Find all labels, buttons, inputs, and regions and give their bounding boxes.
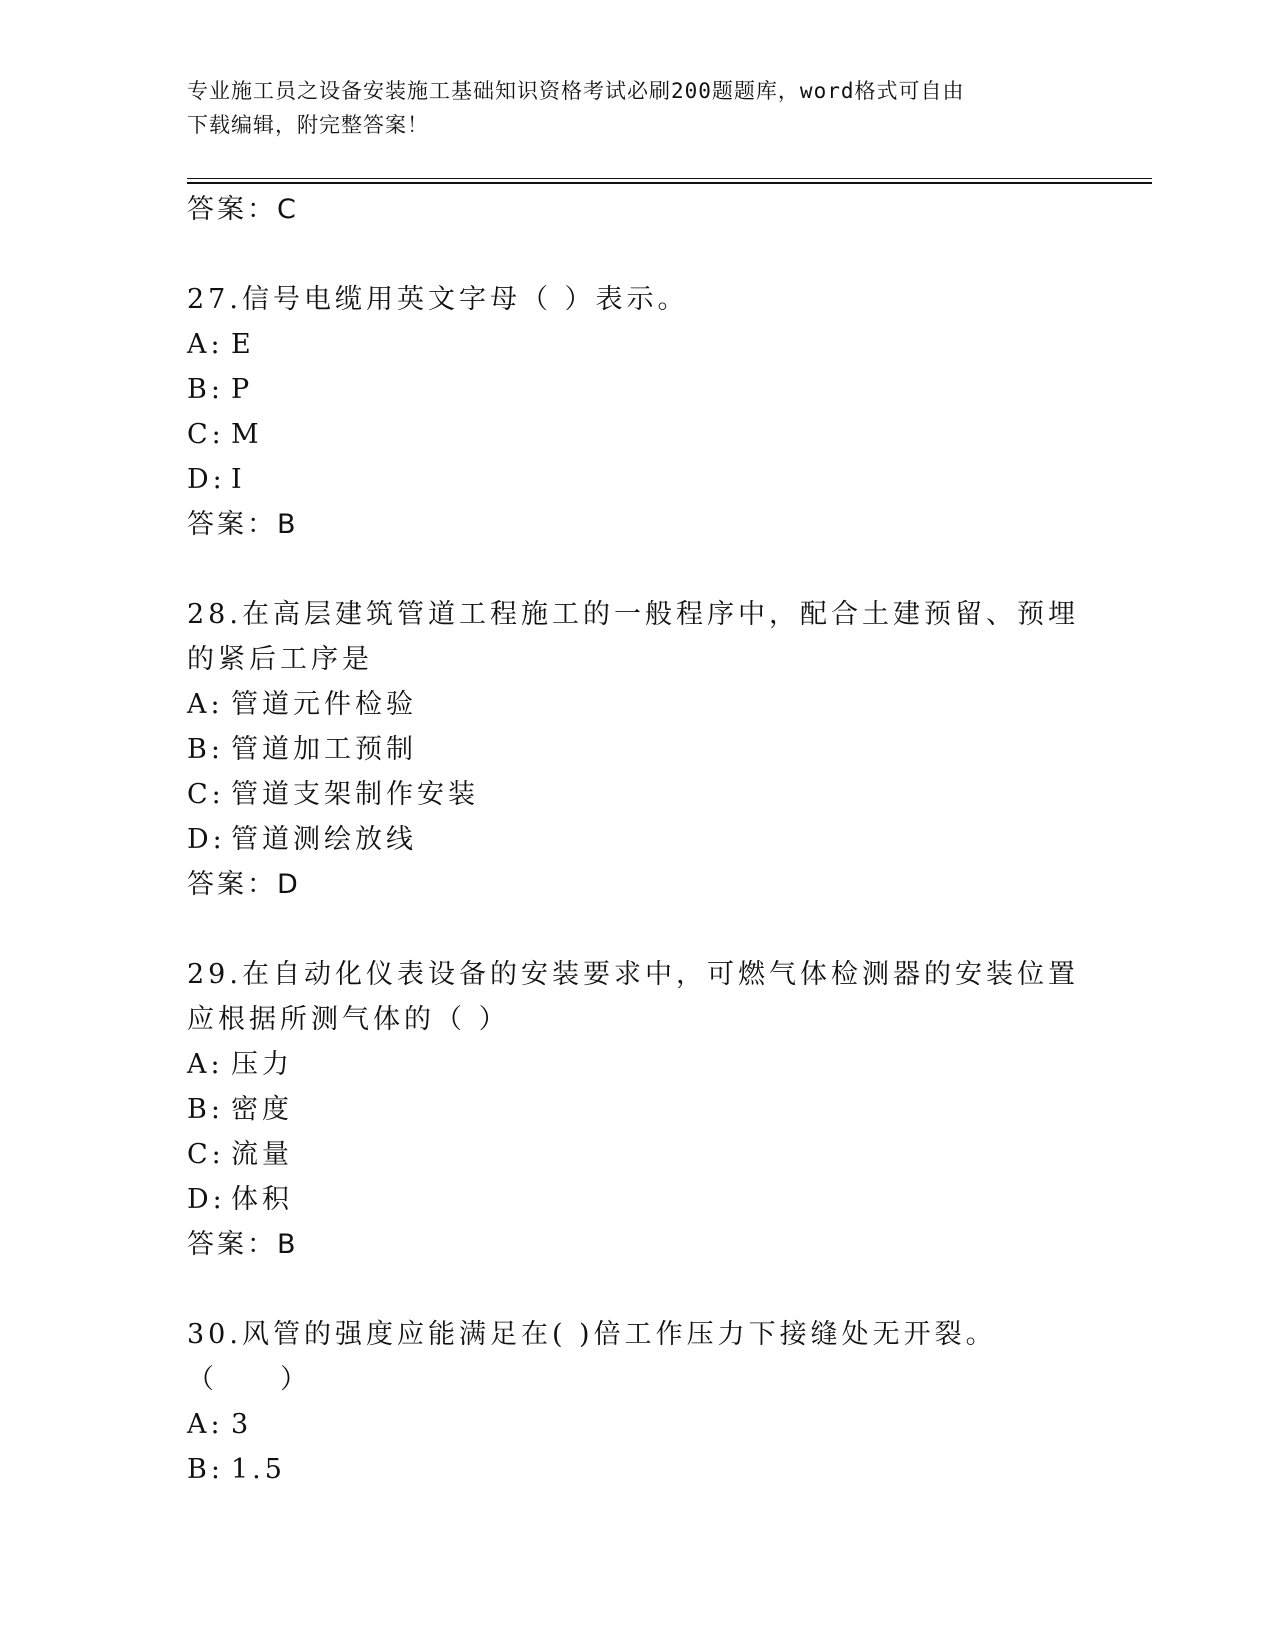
question-stem: 29.在自动化仪表设备的安装要求中，可燃气体检测器的安装位置应根据所测气体的（ ） [187,959,1079,1035]
option-key: D: [187,464,226,495]
option-d [187,1177,1087,1222]
option-a [187,682,1087,727]
question-answer [187,1222,1087,1268]
answer-value: B [277,1229,297,1260]
option-key: A: [187,1049,224,1080]
option-text: E [231,329,255,360]
option-b [187,727,1087,772]
header-line-1: 专业施工员之设备安装施工基础知识资格考试必刷200题题库，word格式可自由 [187,79,965,103]
option-key: C: [187,419,225,450]
question-30 [187,1312,1087,1492]
question-stem: 30.风管的强度应能满足在( )倍工作压力下接缝处无开裂。（ ） [187,1319,997,1395]
option-key: A: [187,329,224,360]
option-text: 1.5 [231,1454,286,1485]
option-text: 管道支架制作安装 [231,779,479,810]
option-c [187,772,1087,817]
answer-label: 答案： [187,869,277,900]
option-text: 压力 [231,1049,293,1080]
answer-label: 答案： [187,194,277,225]
question-27 [187,277,1087,548]
option-key: B: [187,1454,224,1485]
answer-value: C [277,194,297,225]
question-answer [187,862,1087,908]
option-a [187,322,1087,367]
option-key: D: [187,824,226,855]
answer-label: 答案： [187,1229,277,1260]
option-key: C: [187,779,225,810]
header-divider-thin [187,178,1152,179]
question-29 [187,952,1087,1268]
option-text: P [231,374,254,405]
option-text: 体积 [231,1184,293,1215]
option-key: A: [187,689,224,720]
header-divider-thick [187,182,1152,184]
option-b [187,1447,1087,1492]
option-key: B: [187,734,224,765]
option-text: I [231,464,246,495]
question-stem: 27.信号电缆用英文字母（ ）表示。 [187,284,689,315]
option-key: D: [187,1184,226,1215]
option-a [187,1042,1087,1087]
option-key: B: [187,374,224,405]
option-text: 管道元件检验 [231,689,417,720]
option-text: 管道加工预制 [231,734,417,765]
option-text: 流量 [231,1139,293,1170]
option-text: M [231,419,263,450]
option-text: 密度 [231,1094,293,1125]
option-key: B: [187,1094,224,1125]
answer-value: D [277,869,299,900]
option-c [187,1132,1087,1177]
option-d [187,457,1087,502]
question-list [187,187,1087,1492]
answer-label: 答案： [187,509,277,540]
option-a [187,1402,1087,1447]
answer-value: B [277,509,297,540]
option-key: C: [187,1139,225,1170]
option-text: 管道测绘放线 [231,824,417,855]
question-28 [187,592,1087,908]
option-b [187,1087,1087,1132]
header-line-2: 下载编辑，附完整答案！ [187,113,429,137]
question-stem: 28.在高层建筑管道工程施工的一般程序中，配合土建预留、预埋的紧后工序是 [187,599,1079,675]
previous-answer [187,187,1087,233]
option-text: 3 [231,1409,253,1440]
option-d [187,817,1087,862]
option-b [187,367,1087,412]
option-c [187,412,1087,457]
document-header [187,74,1087,142]
question-answer [187,502,1087,548]
option-key: A: [187,1409,224,1440]
